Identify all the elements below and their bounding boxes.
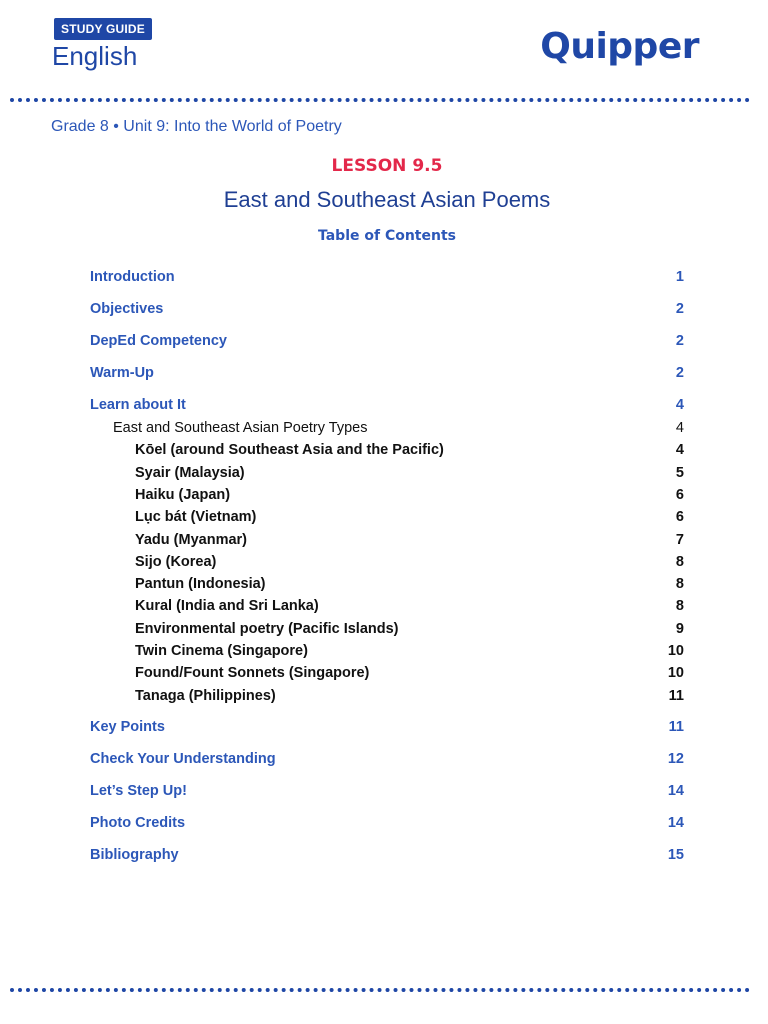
toc-entry-page: 6 — [675, 509, 684, 525]
toc-entry[interactable] — [90, 331, 684, 351]
toc-entry-label: Photo Credits — [90, 815, 186, 831]
toc-entry[interactable] — [90, 663, 684, 683]
toc-entry-label: DepEd Competency — [90, 333, 227, 349]
toc-entry-page: 1 — [675, 269, 684, 285]
toc-entry-page: 5 — [675, 465, 684, 481]
toc-entry[interactable] — [90, 845, 684, 865]
subject-title: English — [52, 41, 138, 71]
toc-entry-label: Check Your Understanding — [90, 751, 276, 767]
toc-entry-label: East and Southeast Asian Poetry Types — [113, 420, 368, 436]
study-guide-badge: STUDY GUIDE — [54, 18, 152, 40]
toc-entry-page: 14 — [667, 815, 684, 831]
toc-entry-page: 2 — [675, 301, 684, 317]
toc-entry-label: Pantun (Indonesia) — [135, 576, 266, 592]
toc-entry[interactable] — [90, 781, 684, 801]
toc-entry[interactable] — [90, 596, 684, 616]
toc-entry-label: Let’s Step Up! — [90, 783, 187, 799]
toc-entry[interactable] — [90, 395, 684, 415]
toc-entry-page: 7 — [675, 532, 684, 548]
toc-entry-label: Found/Fount Sonnets (Singapore) — [135, 665, 370, 681]
toc-entry[interactable] — [90, 267, 684, 287]
toc-entry-label: Environmental poetry (Pacific Islands) — [135, 621, 399, 637]
toc-entry-page: 11 — [668, 688, 684, 704]
toc-entry[interactable] — [90, 574, 684, 594]
toc-entry-page: 12 — [667, 751, 684, 767]
toc-entry-label: Learn about It — [90, 397, 186, 413]
toc-entry[interactable] — [90, 363, 684, 383]
toc-entry-page: 10 — [667, 665, 684, 681]
toc-entry-label: Objectives — [90, 301, 164, 317]
toc-entry-label: Introduction — [90, 269, 175, 285]
toc-entry-label: Key Points — [90, 719, 165, 735]
breadcrumb: Grade 8 • Unit 9: Into the World of Poetry — [51, 118, 342, 135]
toc-entry[interactable] — [90, 552, 684, 572]
toc-entry-label: Sijo (Korea) — [135, 554, 217, 570]
toc-entry-page: 6 — [675, 487, 684, 503]
toc-entry-page: 8 — [675, 576, 684, 592]
toc-entry-label: Warm-Up — [90, 365, 154, 381]
toc-entry[interactable] — [90, 686, 684, 706]
toc-entry-page: 10 — [667, 643, 684, 659]
toc-entry-label: Lục bát (Vietnam) — [135, 509, 257, 525]
toc-heading: Table of Contents — [317, 228, 456, 244]
toc-entry-label: Twin Cinema (Singapore) — [135, 643, 308, 659]
toc-entry-label: Yadu (Myanmar) — [135, 532, 247, 548]
toc-entry[interactable] — [90, 717, 684, 737]
toc-entry-label: Kural (India and Sri Lanka) — [135, 598, 319, 614]
toc-entry[interactable] — [90, 299, 684, 319]
toc-entry-page: 2 — [675, 333, 684, 349]
toc-entry-page: 8 — [675, 598, 684, 614]
toc-entry-page: 14 — [667, 783, 684, 799]
toc-entry-page: 4 — [675, 420, 684, 436]
toc-entry-page: 4 — [675, 442, 684, 458]
toc-entry[interactable] — [90, 530, 684, 550]
toc-entry[interactable] — [90, 440, 684, 460]
toc-entry-label: Syair (Malaysia) — [135, 465, 245, 481]
toc-entry-page: 15 — [667, 847, 684, 863]
lesson-title: East and Southeast Asian Poems — [223, 187, 551, 212]
bottom-dotted-divider — [10, 988, 750, 992]
toc-entry[interactable] — [90, 641, 684, 661]
toc-entry-label: Tanaga (Philippines) — [135, 688, 276, 704]
toc-entry-page: 9 — [675, 621, 684, 637]
quipper-logo: Quipper — [540, 26, 699, 67]
toc-entry-page: 8 — [675, 554, 684, 570]
toc-entry-label: Haiku (Japan) — [135, 487, 231, 503]
toc-entry-page: 2 — [675, 365, 684, 381]
toc-entry[interactable] — [90, 485, 684, 505]
toc-entry-label: Bibliography — [90, 847, 179, 863]
toc-entry-page: 11 — [668, 719, 684, 735]
lesson-number: LESSON 9.5 — [331, 156, 443, 176]
toc-entry[interactable] — [90, 507, 684, 527]
toc-entry[interactable] — [90, 619, 684, 639]
toc-entry[interactable] — [90, 463, 684, 483]
toc-entry-label: Kōel (around Southeast Asia and the Pacific) — [135, 442, 444, 458]
toc-entry-page: 4 — [675, 397, 684, 413]
toc-entry[interactable] — [90, 418, 684, 438]
toc-entry[interactable] — [90, 813, 684, 833]
toc-entry[interactable] — [90, 749, 684, 769]
